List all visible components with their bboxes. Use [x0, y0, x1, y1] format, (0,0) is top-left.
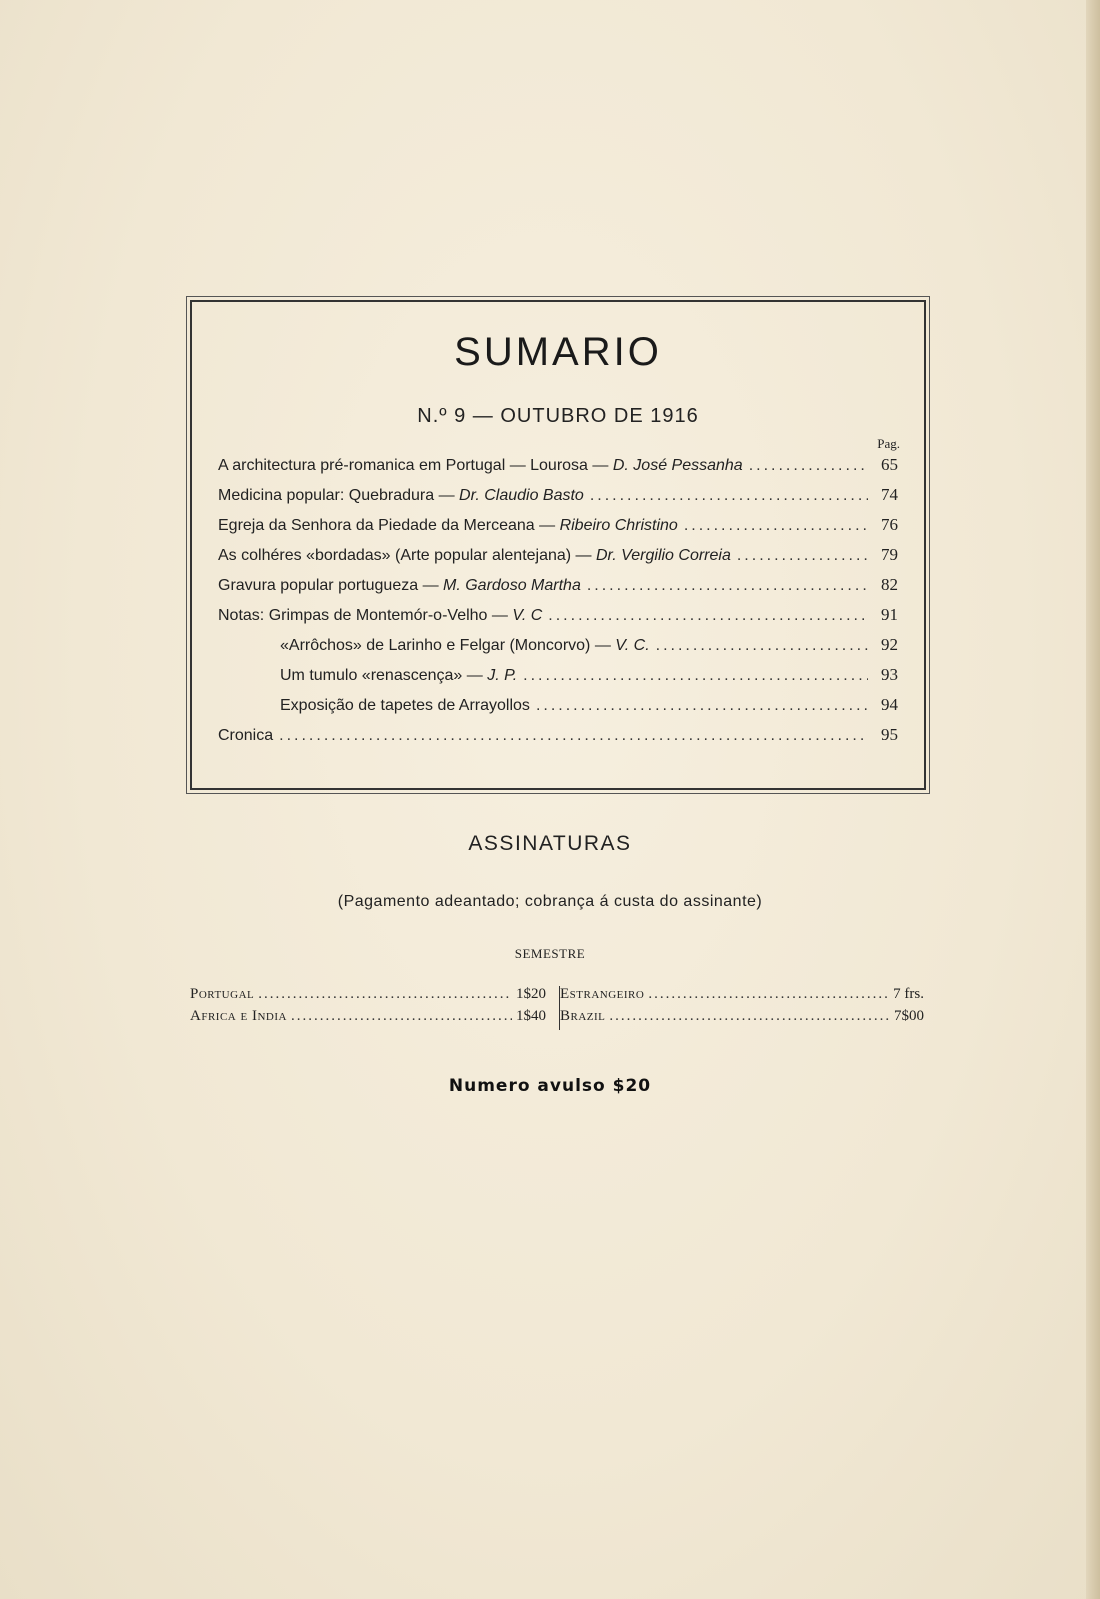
toc-entry-author: D. José Pessanha: [612, 457, 743, 474]
toc-entry: [218, 725, 898, 755]
leader-dots: [523, 667, 868, 685]
leader-dots: [536, 697, 868, 715]
toc-entry: [218, 485, 898, 515]
toc-entry-author: Ribeiro Christino: [559, 517, 678, 534]
toc-entry-page: 95: [881, 725, 898, 744]
toc-entry-title: Exposição de tapetes de Arrayollos: [280, 697, 530, 714]
toc-entry-author: V. C.: [615, 637, 650, 654]
price-value: 7 frs.: [893, 986, 924, 1002]
toc-entry: [218, 665, 898, 695]
summary-box: [190, 300, 926, 790]
leader-dots: [590, 487, 868, 505]
leader-dots: [548, 607, 868, 625]
toc-entry-author: Dr. Claudio Basto: [459, 487, 584, 504]
toc-entry-title: «Arrôchos» de Larinho e Felgar (Moncorvo) —: [280, 637, 616, 654]
leader-dots: [737, 547, 868, 565]
toc-entry-author: V. C: [512, 607, 543, 624]
toc-entry-page: 79: [881, 545, 898, 564]
leader-dots: [609, 1008, 890, 1025]
price-label: Brazil: [560, 1008, 606, 1024]
price-value: 1$20: [516, 986, 546, 1002]
price-label: Africa e India: [190, 1008, 287, 1024]
toc-entry: [218, 515, 898, 545]
leader-dots: [684, 517, 868, 535]
single-issue-price: Numero avulso $20: [448, 1076, 652, 1096]
toc-entry-title: Um tumulo «renascença» —: [280, 667, 488, 684]
leader-dots: [587, 577, 868, 595]
toc-entry-page: 82: [881, 575, 898, 594]
page-column-label: Pag.: [877, 436, 900, 451]
domestic-prices: [190, 986, 554, 1030]
toc-entry: [218, 455, 898, 485]
toc-entry-page: 94: [881, 695, 898, 714]
leader-dots: [648, 986, 889, 1003]
toc-entry-page: 92: [881, 635, 898, 654]
toc-entry: [218, 545, 898, 575]
toc-entry: [218, 635, 898, 665]
toc-entry-page: 65: [881, 455, 898, 474]
leader-dots: [656, 637, 868, 655]
toc-entry-page: 93: [881, 665, 898, 684]
toc-entry-title: As colhéres «bordadas» (Arte popular alentejana) —: [218, 547, 596, 564]
leader-dots: [749, 457, 868, 475]
table-of-contents: [218, 455, 898, 755]
toc-entry-title: Notas: Grimpas de Montemór-o-Velho —: [218, 607, 513, 624]
price-label: Estrangeiro: [560, 986, 645, 1002]
price-label: Portugal: [190, 986, 255, 1002]
toc-entry-title: Cronica: [218, 727, 274, 744]
toc-entry: [218, 605, 898, 635]
subscriptions-title: ASSINATURAS: [468, 832, 632, 855]
toc-entry-title: A architectura pré-romanica em Portugal — Lourosa —: [218, 457, 613, 474]
price-row: [190, 1008, 554, 1030]
subscriptions-note: (Pagamento adeantado; cobrança á custa do assinante): [337, 893, 763, 910]
toc-entry-title: Egreja da Senhora da Piedade da Merceana —: [218, 517, 560, 534]
price-value: 7$00: [894, 1008, 924, 1024]
toc-entry-page: 76: [881, 515, 898, 534]
leader-dots: [258, 986, 512, 1003]
leader-dots: [291, 1008, 512, 1025]
toc-entry-title: Gravura popular portugueza —: [218, 577, 444, 594]
subscription-period: SEMESTRE: [514, 946, 586, 961]
toc-entry-author: M. Gardoso Martha: [443, 577, 581, 594]
binding-edge: [1086, 0, 1100, 1599]
summary-title: SUMARIO: [454, 330, 662, 374]
toc-entry-author: J. P.: [487, 667, 518, 684]
toc-entry-page: 74: [881, 485, 898, 504]
price-row: [560, 1008, 932, 1030]
foreign-prices: [560, 986, 932, 1030]
leader-dots: [279, 727, 868, 745]
toc-entry: [218, 695, 898, 725]
toc-entry-page: 91: [881, 605, 898, 624]
price-row: [190, 986, 554, 1008]
price-value: 1$40: [516, 1008, 546, 1024]
price-row: [560, 986, 932, 1008]
issue-line: N.º 9 — OUTUBRO DE 1916: [417, 405, 699, 427]
toc-entry-author: Dr. Vergilio Correia: [596, 547, 731, 564]
toc-entry: [218, 575, 898, 605]
toc-entry-title: Medicina popular: Quebradura —: [218, 487, 460, 504]
